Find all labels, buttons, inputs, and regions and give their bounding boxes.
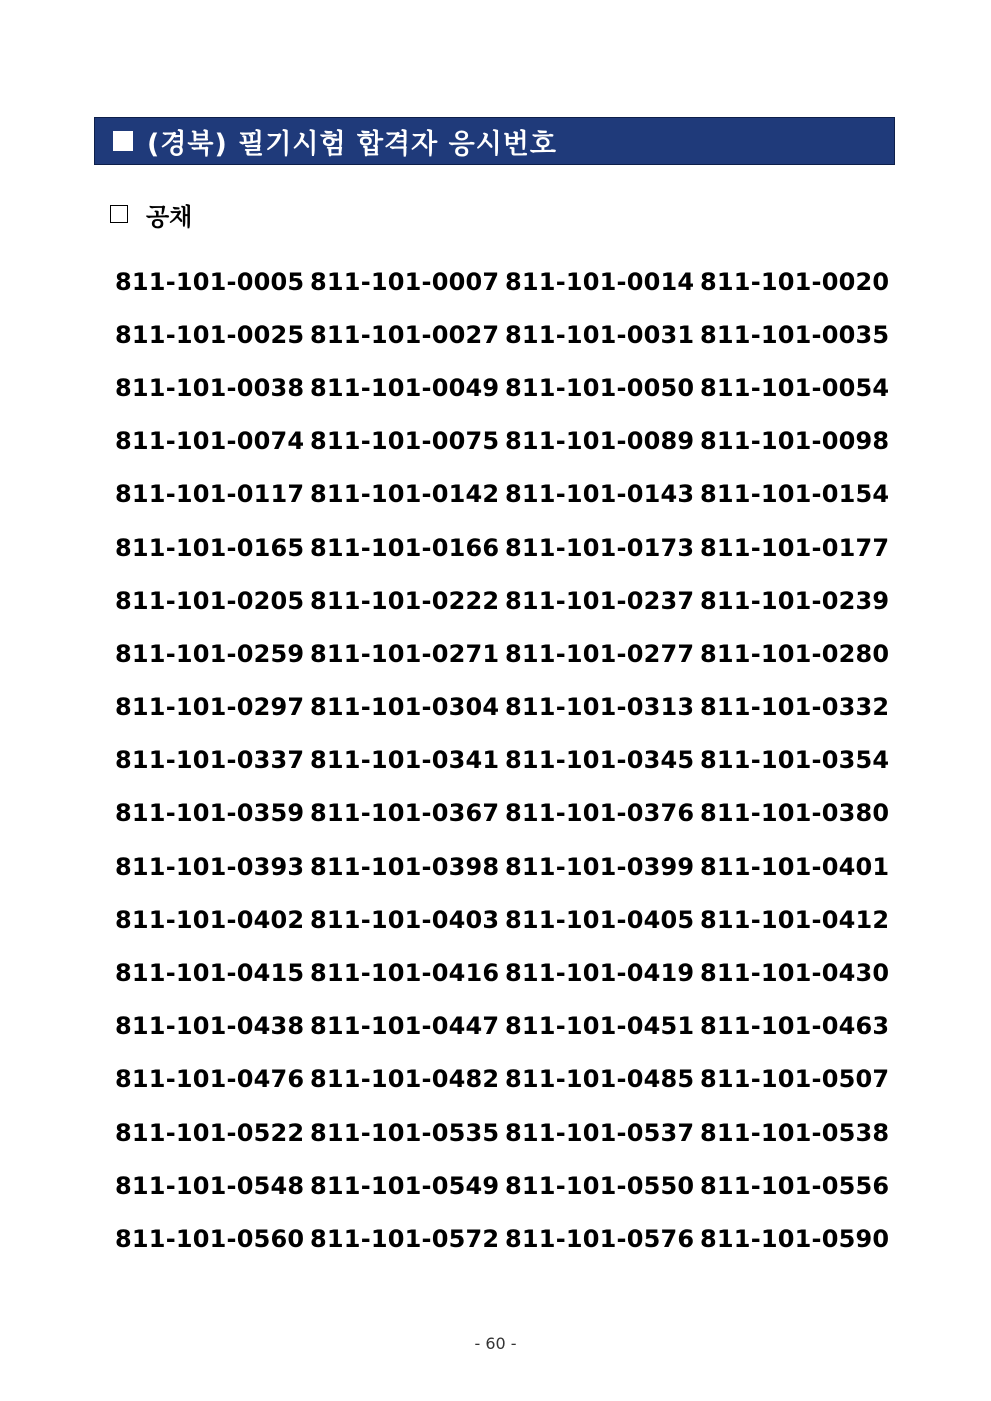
number-row [115, 893, 895, 946]
applicant-number: 811-101-0049 [310, 373, 500, 402]
filled-square-bullet-icon [113, 131, 133, 151]
applicant-number: 811-101-0239 [700, 586, 890, 615]
number-row [115, 415, 895, 468]
applicant-number: 811-101-0522 [115, 1118, 305, 1147]
applicant-number: 811-101-0537 [505, 1118, 695, 1147]
applicant-number: 811-101-0337 [115, 746, 305, 775]
applicant-number: 811-101-0438 [115, 1012, 305, 1041]
number-row [115, 1106, 895, 1159]
applicant-number: 811-101-0038 [115, 373, 305, 402]
applicant-number: 811-101-0430 [700, 959, 890, 988]
number-row [115, 1000, 895, 1053]
number-row [115, 521, 895, 574]
applicant-number: 811-101-0173 [505, 533, 695, 562]
applicant-number-grid [115, 255, 895, 1266]
number-row [115, 1159, 895, 1212]
number-row [115, 787, 895, 840]
applicant-number: 811-101-0031 [505, 320, 695, 349]
applicant-number: 811-101-0393 [115, 852, 305, 881]
applicant-number: 811-101-0412 [700, 905, 890, 934]
number-row [115, 1053, 895, 1106]
applicant-number: 811-101-0401 [700, 852, 890, 881]
applicant-number: 811-101-0359 [115, 799, 305, 828]
applicant-number: 811-101-0259 [115, 639, 305, 668]
applicant-number: 811-101-0313 [505, 693, 695, 722]
applicant-number: 811-101-0166 [310, 533, 500, 562]
applicant-number: 811-101-0271 [310, 639, 500, 668]
applicant-number: 811-101-0399 [505, 852, 695, 881]
number-row [115, 946, 895, 999]
applicant-number: 811-101-0354 [700, 746, 890, 775]
applicant-number: 811-101-0237 [505, 586, 695, 615]
applicant-number: 811-101-0416 [310, 959, 500, 988]
applicant-number: 811-101-0550 [505, 1171, 695, 1200]
applicant-number: 811-101-0548 [115, 1171, 305, 1200]
applicant-number: 811-101-0074 [115, 427, 305, 456]
applicant-number: 811-101-0549 [310, 1171, 500, 1200]
applicant-number: 811-101-0556 [700, 1171, 890, 1200]
applicant-number: 811-101-0403 [310, 905, 500, 934]
applicant-number: 811-101-0485 [505, 1065, 695, 1094]
applicant-number: 811-101-0297 [115, 693, 305, 722]
applicant-number: 811-101-0402 [115, 905, 305, 934]
number-row [115, 681, 895, 734]
subsection-heading [110, 198, 192, 230]
applicant-number: 811-101-0463 [700, 1012, 890, 1041]
applicant-number: 811-101-0482 [310, 1065, 500, 1094]
applicant-number: 811-101-0277 [505, 639, 695, 668]
applicant-number: 811-101-0089 [505, 427, 695, 456]
number-row [115, 734, 895, 787]
applicant-number: 811-101-0405 [505, 905, 695, 934]
applicant-number: 811-101-0143 [505, 480, 695, 509]
applicant-number: 811-101-0376 [505, 799, 695, 828]
applicant-number: 811-101-0054 [700, 373, 890, 402]
applicant-number: 811-101-0341 [310, 746, 500, 775]
applicant-number: 811-101-0205 [115, 586, 305, 615]
applicant-number: 811-101-0415 [115, 959, 305, 988]
applicant-number: 811-101-0025 [115, 320, 305, 349]
applicant-number: 811-101-0050 [505, 373, 695, 402]
applicant-number: 811-101-0345 [505, 746, 695, 775]
applicant-number: 811-101-0075 [310, 427, 500, 456]
applicant-number: 811-101-0560 [115, 1224, 305, 1253]
number-row [115, 468, 895, 521]
number-row [115, 574, 895, 627]
page-title: (경북) 필기시험 합격자 응시번호 [147, 128, 557, 160]
number-row [115, 627, 895, 680]
applicant-number: 811-101-0590 [700, 1224, 890, 1253]
applicant-number: 811-101-0007 [310, 267, 500, 296]
applicant-number: 811-101-0572 [310, 1224, 500, 1253]
number-row [115, 255, 895, 308]
applicant-number: 811-101-0222 [310, 586, 500, 615]
page-number: - 60 - [474, 1334, 517, 1353]
number-row [115, 308, 895, 361]
applicant-number: 811-101-0117 [115, 480, 305, 509]
applicant-number: 811-101-0154 [700, 480, 890, 509]
applicant-number: 811-101-0142 [310, 480, 500, 509]
number-row [115, 840, 895, 893]
applicant-number: 811-101-0447 [310, 1012, 500, 1041]
applicant-number: 811-101-0476 [115, 1065, 305, 1094]
applicant-number: 811-101-0398 [310, 852, 500, 881]
applicant-number: 811-101-0576 [505, 1224, 695, 1253]
number-row [115, 1212, 895, 1265]
applicant-number: 811-101-0020 [700, 267, 890, 296]
empty-square-bullet-icon [110, 205, 128, 223]
applicant-number: 811-101-0014 [505, 267, 695, 296]
applicant-number: 811-101-0165 [115, 533, 305, 562]
applicant-number: 811-101-0304 [310, 693, 500, 722]
applicant-number: 811-101-0027 [310, 320, 500, 349]
applicant-number: 811-101-0535 [310, 1118, 500, 1147]
applicant-number: 811-101-0035 [700, 320, 890, 349]
applicant-number: 811-101-0419 [505, 959, 695, 988]
applicant-number: 811-101-0451 [505, 1012, 695, 1041]
applicant-number: 811-101-0098 [700, 427, 890, 456]
applicant-number: 811-101-0380 [700, 799, 890, 828]
applicant-number: 811-101-0367 [310, 799, 500, 828]
number-row [115, 361, 895, 414]
applicant-number: 811-101-0332 [700, 693, 890, 722]
applicant-number: 811-101-0005 [115, 267, 305, 296]
applicant-number: 811-101-0280 [700, 639, 890, 668]
applicant-number: 811-101-0538 [700, 1118, 890, 1147]
applicant-number: 811-101-0507 [700, 1065, 890, 1094]
subsection-label: 공채 [146, 202, 193, 231]
applicant-number: 811-101-0177 [700, 533, 890, 562]
section-title-bar [94, 117, 895, 165]
